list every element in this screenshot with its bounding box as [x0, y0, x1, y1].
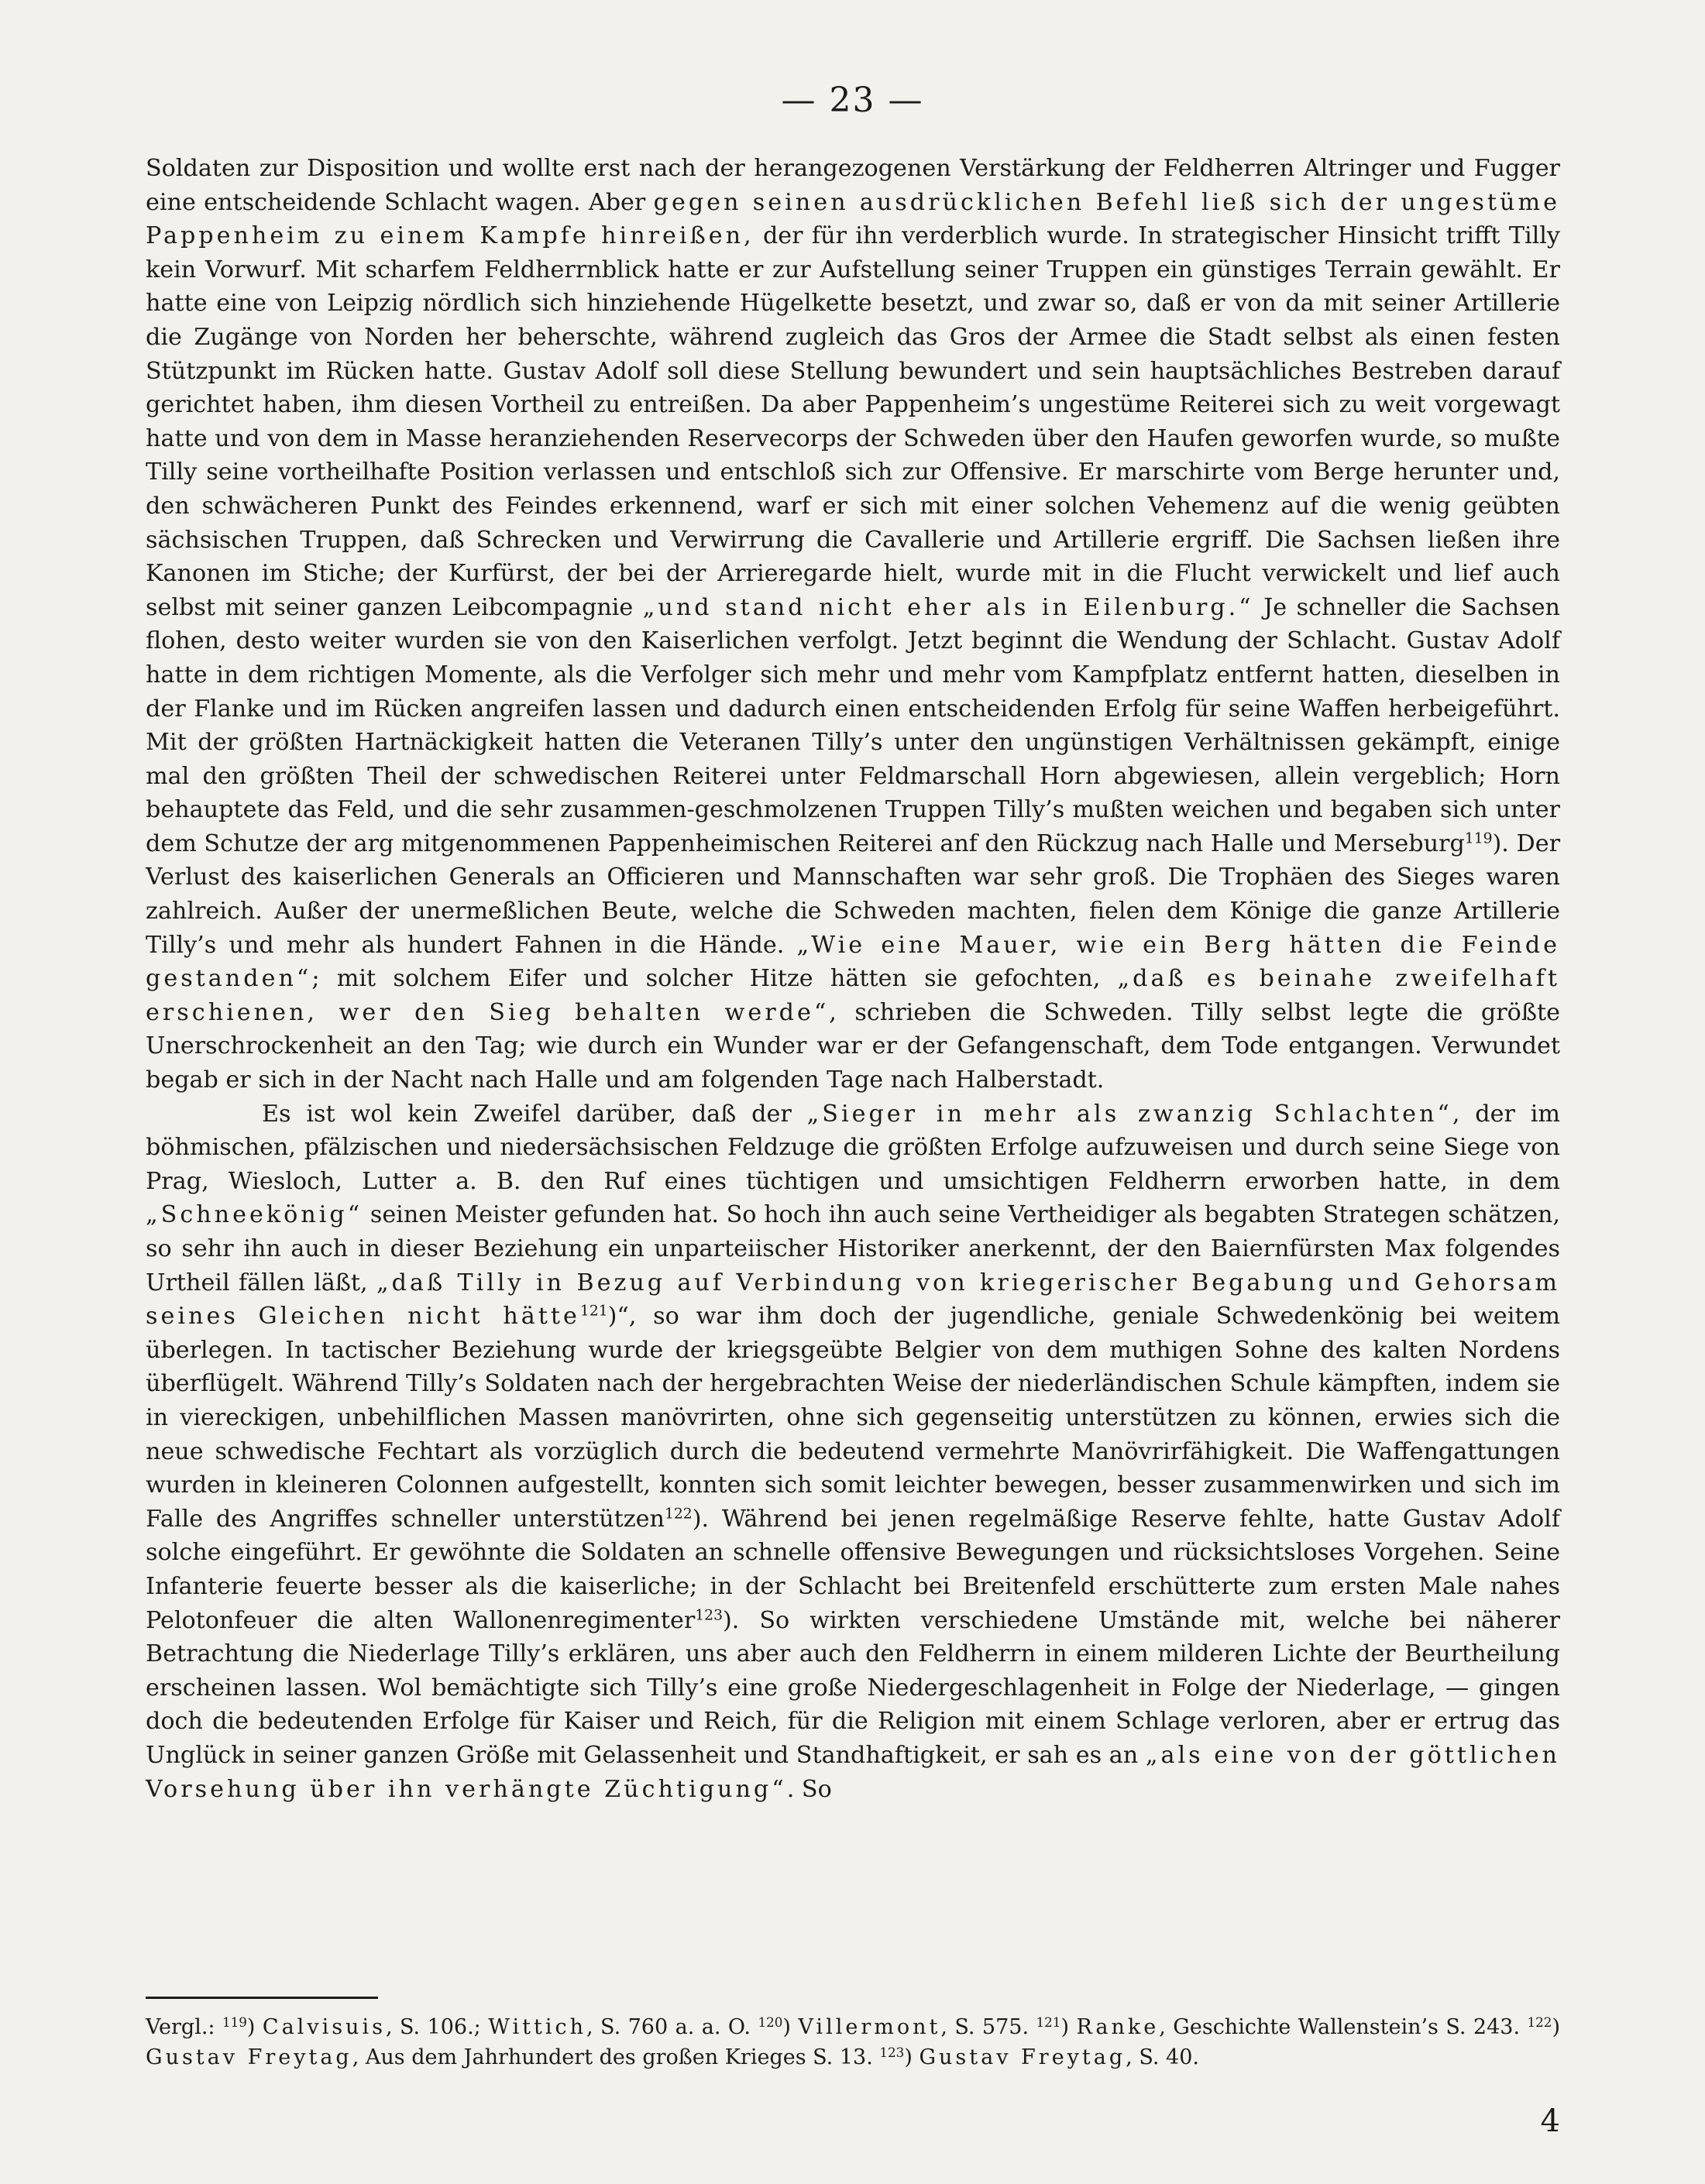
- emphasis-text: gegen seinen ausdrücklichen Befehl ließ sich der ungestüme Pappenheim zu einem Kampfe hinreißen,: [146, 188, 1560, 250]
- text-run: , S. 575.: [940, 2015, 1036, 2039]
- text-run: , schrieben die Schweden. Tilly selbst legte die größte Unerschrockenheit an den Tag; wie durch ein Wunder war er der Gefangenschaft, dem Tode entgangen. Verwundet begab er sich in der Nacht nach Halle und am folgenden Tage nach Halberstadt.: [146, 998, 1560, 1094]
- footnote-ref: 123: [879, 2044, 905, 2060]
- text-run: )“, so war ihm doch der jugendliche, geniale Schwedenkönig bei weitem überlegen. In tactischer Beziehung wurde der kriegsgeübte Belgier von dem muthigen Sohne des kalten Nordens überflügelt. Während Tilly’s Soldaten nach der hergebrachten Weise der niederländischen Schule kämpften, indem sie in viereckigen, unbehilflichen Massen manövrirten, ohne sich gegenseitig unterstützen zu können, erwies sich die neue schwedische Fechtart als vorzüglich durch die bedeutend vermehrte Manövrirfähigkeit. Die Waffengattungen wurden in kleineren Colonnen aufgestellt, konnten sich somit leichter bewegen, besser zusammenwirken und sich im Falle des Angriffes schneller unterstützen: [146, 1303, 1561, 1533]
- footnote-ref: 122: [1527, 2014, 1552, 2030]
- footnotes: [146, 2012, 1560, 2072]
- emphasis-text: Wittich: [488, 2015, 586, 2039]
- footnote-ref: 119: [222, 2014, 247, 2030]
- footnote-rule: [146, 1997, 378, 1999]
- text-run: der für ihn verderblich wurde. In strategischer Hinsicht trifft Tilly kein Vorwurf. Mit scharfem Feldherrnblick hatte er zur Aufstellung seiner Truppen ein günstiges Terrain gewählt. Er hatte eine von Leipzig nördlich sich hinziehende Hügelkette besetzt, und zwar so, daß er von da mit seiner Artillerie die Zugänge von Norden her beherschte, während zugleich das Gros der Armee die Stadt selbst als einen festen Stützpunkt im Rücken hatte. Gustav Adolf soll diese Stellung bewundert und sein hauptsächliches Bestreben darauf gerichtet haben, ihm diesen Vortheil zu entreißen. Da aber Pappenheim’s ungestüme Reiterei sich zu weit vorgewagt hatte und von dem in Masse heranziehenden Reservecorps der Schweden über den Haufen geworfen wurde, so mußte Tilly seine vortheilhafte Position verlassen und entschloß sich zur Offensive. Er marschirte vom Berge herunter und, den schwächeren Punkt des Feindes erkennend, warf er sich mit einer solchen Vehemenz auf die wenig geübten sächsischen Truppen, daß Schrecken und Verwirrung die Cavallerie und Artillerie ergriff. Die Sachsen ließen ihre Kanonen im Stiche; der Kurfürst, der bei der Arrieregarde hielt, wurde mit in die Flucht verwickelt und lief auch selbst mit seiner ganzen Leibcompagnie: [146, 222, 1560, 621]
- text-run: Je schneller die Sachsen flohen, desto weiter wurden sie von den Kaiserlichen verfolgt. Jetzt beginnt die Wendung der Schlacht. Gustav Adolf hatte in dem richtigen Momente, als die Verfolger sich mehr und mehr vom Kampfplatz entfernt hatten, dieselben in der Flanke und im Rücken angreifen lassen und dadurch einen entscheidenden Erfolg für seine Waffen herbeigeführt. Mit der größten Hartnäckigkeit hatten die Veteranen Tilly’s unter den ungünstigen Verhältnissen gekämpft, einige mal den größten Theil der schwedischen Reiterei unter Feldmarschall Horn abgewiesen, allein vergeblich; Horn behauptete das Feld, und die sehr zusammen-geschmolzenen Truppen Tilly’s mußten weichen und begaben sich unter dem Schutze der arg mitgenommenen Pappenheimischen Reiterei anf den Rückzug nach Halle und Merseburg: [146, 593, 1560, 857]
- text-run: ): [1060, 2015, 1077, 2039]
- emphasis-text: Calvisuis: [262, 2015, 386, 2039]
- text-run: , S. 40.: [1126, 2045, 1199, 2069]
- text-run: Soldaten zur Disposition und wollte erst nach der herangezogenen Verstärkung der Feldherren Altringer und Fugger eine entscheidende Schlacht wagen. Aber: [146, 155, 1560, 216]
- footnote-ref: 121: [1036, 2014, 1061, 2030]
- emphasis-text: „Schneekönig“: [146, 1201, 363, 1229]
- text-run: seinen Meister gefunden hat. So hoch ihn auch seine Vertheidiger als begabten Strategen schätzen, so sehr ihn auch in dieser Beziehung ein unparteiischer Historiker anerkennt, der den Baiernfürsten Max folgendes Urtheil fällen läßt,: [146, 1201, 1560, 1296]
- footnote-ref: 121: [579, 1303, 608, 1320]
- text-run: ). Während bei jenen regelmäßige Reserve fehlte, hatte Gustav Adolf solche eingeführt. Er gewöhnte die Soldaten an schnelle offensive Bewegungen und rücksichtsloses Vorgehen. Seine Infanterie feuerte besser als die kaiserliche; in der Schlacht bei Breitenfeld erschütterte zum ersten Male nahes Pelotonfeuer die alten Wallonenregimenter: [146, 1505, 1560, 1634]
- text-run: , Geschichte Wallenstein’s S. 243.: [1159, 2015, 1528, 2039]
- body-text: [146, 152, 1560, 1806]
- emphasis-text: „Sieger in mehr als zwanzig Schlachten“: [806, 1100, 1452, 1128]
- page-number: — 23 —: [781, 81, 924, 120]
- emphasis-text: „daß Tilly in Bezug auf Verbindung von kriegerischer Begabung und Gehorsam seines Gleichen nicht hätte: [146, 1269, 1560, 1331]
- text-run: , S. 106.;: [385, 2015, 489, 2039]
- text-run: ). Der Verlust des kaiserlichen Generals an Officieren und Mannschaften war sehr groß. Die Trophäen des Sieges waren zahlreich. Außer der unermeßlichen Beute, welche die Schweden machten, fielen dem Könige die ganze Artillerie Tilly’s und mehr als hundert Fahnen in die Hände.: [146, 829, 1561, 959]
- footnote-ref: 123: [695, 1607, 723, 1624]
- emphasis-text: Gustav Freytag: [146, 2045, 352, 2069]
- footnote-ref: 120: [758, 2014, 783, 2030]
- footnote-ref: 119: [1464, 830, 1493, 847]
- text-run: , S. 760 a. a. O.: [586, 2015, 758, 2039]
- text-run: Vergl.:: [146, 2015, 222, 2039]
- emphasis-text: „daß es beinahe zweifelhaft erschienen, wer den Sieg behalten werde“: [146, 965, 1560, 1026]
- text-run: ). So wirkten verschiedene Umstände mit, welche bei näherer Betrachtung die Niederlage Tilly’s erklären, uns aber auch den Feldherrn in einem milderen Lichte der Beurtheilung erscheinen lassen. Wol bemächtigte sich Tilly’s eine große Niedergeschlagenheit in Folge der Niederlage, — gingen doch die bedeutenden Erfolge für Kaiser und Reich, für die Religion mit einem Schlage verloren, aber er ertrug das Unglück in seiner ganzen Größe mit Gelassenheit und Standhaftigkeit, er sah es an: [146, 1606, 1560, 1769]
- emphasis-text: Gustav Freytag: [919, 2045, 1126, 2069]
- text-run: ): [904, 2045, 920, 2069]
- text-run: Es ist wol kein Zweifel darüber, daß der: [262, 1100, 807, 1128]
- emphasis-text: „Wie eine Mauer, wie ein Berg hätten die Feinde gestanden“: [146, 931, 1561, 993]
- text-run: , Aus dem Jahrhundert des großen Krieges S. 13.: [352, 2045, 880, 2069]
- emphasis-text: „und stand nicht eher als in Eilenburg.“: [642, 593, 1254, 621]
- paragraph: [146, 1097, 1560, 1806]
- footnote-ref: 122: [664, 1506, 693, 1523]
- text-run: , der im böhmischen, pfälzischen und niedersächsischen Feldzuge die größten Erfolge aufzuweisen und durch seine Siege von Prag, Wiesloch, Lutter a. B. den Ruf eines tüchtigen und umsichtigen Feldherrn erworben hatte, in dem: [146, 1100, 1560, 1195]
- text-run: ): [1552, 2015, 1561, 2039]
- emphasis-text: Villermont: [798, 2015, 941, 2039]
- signature-mark: 4: [1540, 2103, 1560, 2139]
- text-run: ): [246, 2015, 263, 2039]
- text-run: ): [782, 2015, 799, 2039]
- emphasis-text: „als eine von der göttlichen Vorsehung über ihn verhängte Züchtigung“: [146, 1741, 1560, 1803]
- paragraph: [146, 152, 1560, 1097]
- text-run: ; mit solchem Eifer und solcher Hitze hätten sie gefochten,: [311, 965, 1118, 993]
- emphasis-text: Ranke: [1076, 2015, 1160, 2039]
- footnote: [146, 2012, 1560, 2072]
- text-run: . So: [786, 1775, 832, 1803]
